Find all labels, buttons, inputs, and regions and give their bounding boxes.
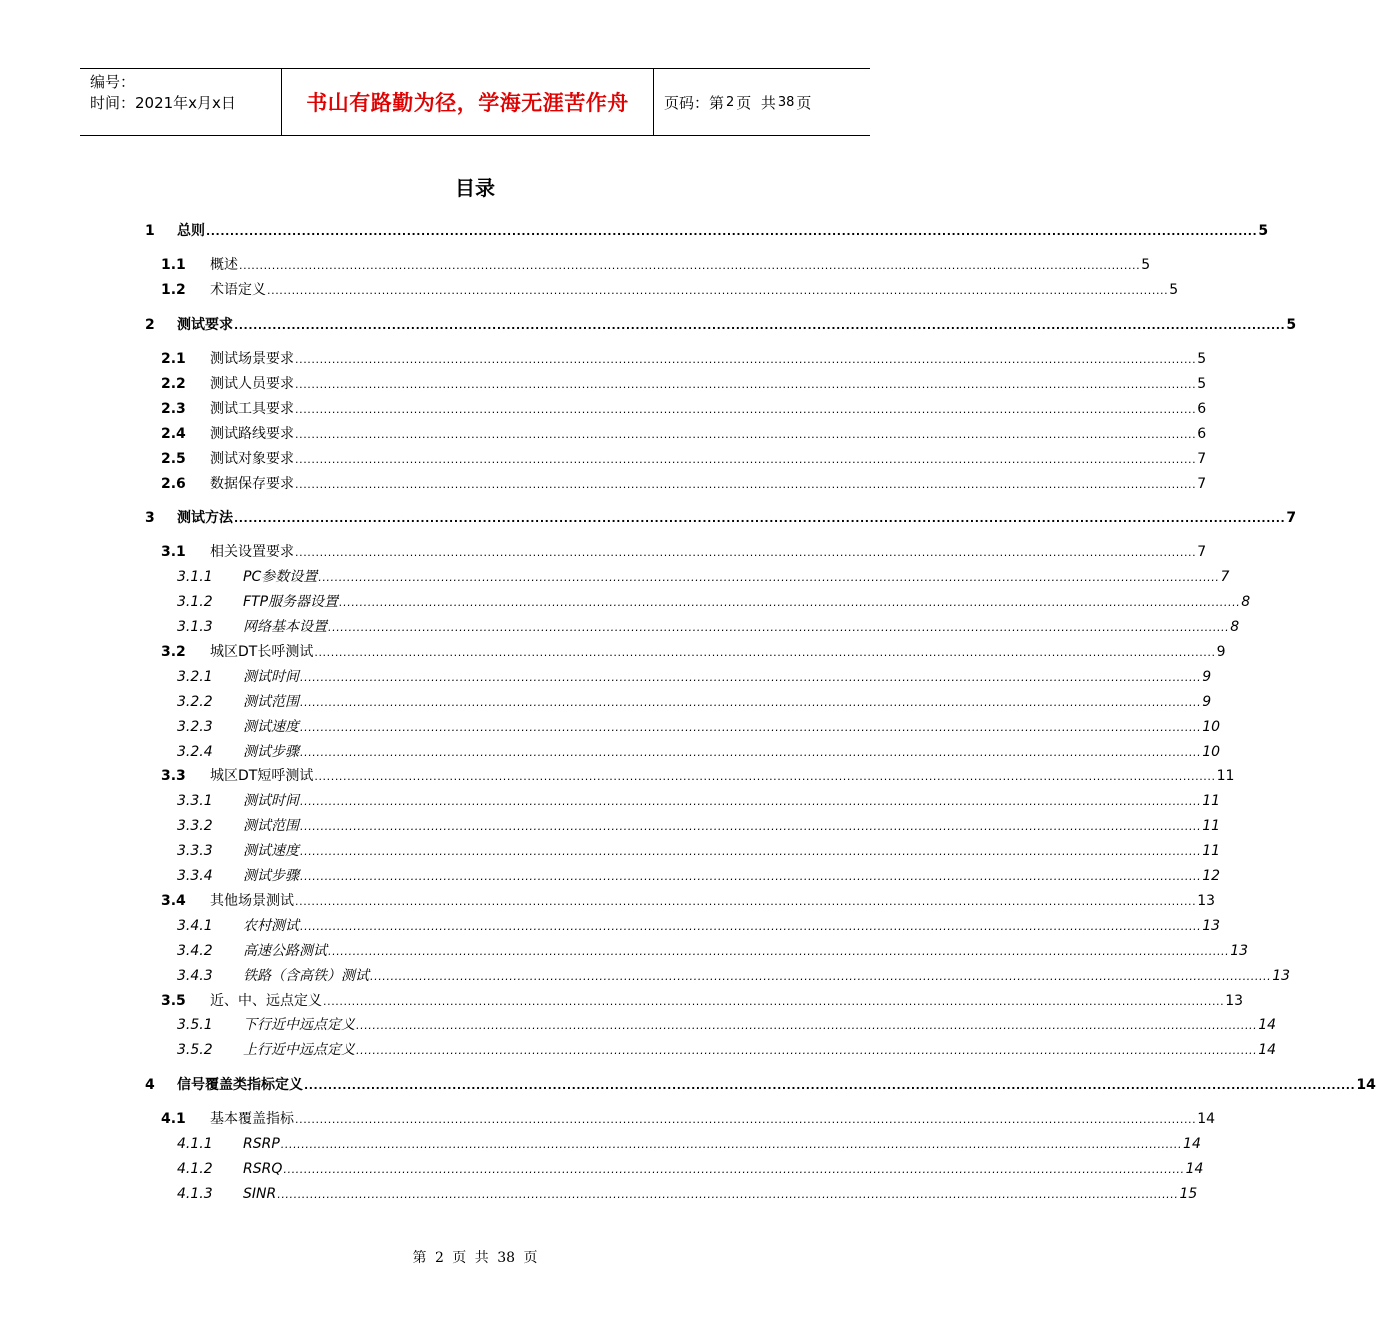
toc-entry-number: 3.3.1: [177, 793, 213, 809]
toc-entry-number: 3.4.3: [177, 968, 213, 984]
toc-entry-page: 11: [1202, 818, 1221, 834]
toc-entry-number: 3.4: [161, 893, 186, 909]
toc-entry-page: 14: [1197, 1111, 1216, 1127]
toc-dot-leader: ............................................................................................................................................................................................................................: [328, 945, 1230, 958]
toc-entry-number: 3.1.2: [177, 594, 213, 610]
toc-entry-page: 5: [1141, 257, 1151, 273]
toc-entry-title: 测试人员要求: [210, 376, 294, 392]
toc-entry[interactable]: [161, 1109, 1216, 1129]
toc-entry[interactable]: [161, 255, 1151, 275]
toc-entry-title: 高速公路测试: [243, 943, 327, 959]
toc-dot-leader: ............................................................................................................................................................................................................................: [356, 1044, 1258, 1057]
toc-entry-title: 测试时间: [243, 669, 299, 685]
toc-entry-title: 城区DT短呼测试: [210, 768, 314, 784]
toc-entry-number: 1.2: [161, 282, 186, 298]
toc-entry-title: PC参数设置: [243, 569, 318, 585]
toc-entry[interactable]: [177, 941, 1249, 961]
toc-dot-leader: ............................................................................................................................................................................................................................: [370, 970, 1272, 983]
toc-entry-page: 15: [1179, 1186, 1198, 1202]
toc-entry-number: 2.1: [161, 351, 186, 367]
toc-dot-leader: ............................................................................................................................................................................................................................: [300, 696, 1202, 709]
toc-entry-title: FTP服务器设置: [243, 594, 339, 610]
toc-entry-number: 4.1.1: [177, 1136, 213, 1152]
toc-dot-leader: ............................................................................................................................................................................................................................: [234, 319, 1286, 332]
toc-dot-leader: ............................................................................................................................................................................................................................: [206, 225, 1258, 238]
toc-entry-page: 11: [1216, 768, 1235, 784]
toc-entry[interactable]: [161, 766, 1235, 786]
toc-entry-title: 上行近中远点定义: [243, 1042, 355, 1058]
toc-entry-title: 测试时间: [243, 793, 299, 809]
toc-entry[interactable]: [177, 667, 1212, 687]
toc-entry[interactable]: [161, 399, 1207, 419]
toc-entry-title: 测试范围: [243, 694, 299, 710]
toc-entry[interactable]: [145, 508, 1297, 528]
toc-entry-page: 14: [1258, 1017, 1277, 1033]
page-header: [80, 68, 870, 136]
toc-entry-page: 9: [1202, 694, 1212, 710]
toc-dot-leader: ............................................................................................................................................................................................................................: [280, 1138, 1183, 1151]
toc-entry-page: 7: [1286, 510, 1297, 526]
toc-entry-title: 下行近中远点定义: [243, 1017, 355, 1033]
toc-entry-number: 4.1.2: [177, 1161, 213, 1177]
toc-dot-leader: ............................................................................................................................................................................................................................: [300, 671, 1202, 684]
toc-entry-title: RSRP: [243, 1136, 280, 1152]
toc-dot-leader: ............................................................................................................................................................................................................................: [300, 920, 1202, 933]
toc-entry-title: 铁路（含高铁）测试: [243, 968, 369, 984]
toc-dot-leader: ............................................................................................................................................................................................................................: [304, 1079, 1356, 1092]
toc-entry-page: 13: [1225, 993, 1244, 1009]
toc-dot-leader: ............................................................................................................................................................................................................................: [300, 870, 1202, 883]
toc-entry-title: 基本覆盖指标: [210, 1111, 294, 1127]
toc-entry-number: 3.5.1: [177, 1017, 213, 1033]
toc-entry-page: 5: [1258, 223, 1269, 239]
toc-entry-page: 14: [1258, 1042, 1277, 1058]
toc-entry-number: 3.3.4: [177, 868, 213, 884]
header-page-middle: 页 共: [736, 93, 776, 112]
toc-entry-title: 测试场景要求: [210, 351, 294, 367]
toc-dot-leader: ............................................................................................................................................................................................................................: [323, 995, 1225, 1008]
toc-entry-title: 测试步骤: [243, 744, 299, 760]
toc-dot-leader: ............................................................................................................................................................................................................................: [283, 1163, 1185, 1176]
toc-entry[interactable]: [177, 1134, 1201, 1154]
toc-entry[interactable]: [161, 474, 1207, 494]
toc-dot-leader: ............................................................................................................................................................................................................................: [295, 353, 1197, 366]
page-footer: 第 2 页 共 38 页: [412, 1250, 538, 1266]
toc-entry[interactable]: [177, 1040, 1277, 1060]
toc-entry[interactable]: [177, 791, 1221, 811]
toc-entry[interactable]: [177, 692, 1212, 712]
toc-dot-leader: ............................................................................................................................................................................................................................: [318, 571, 1220, 584]
toc-dot-leader: ............................................................................................................................................................................................................................: [300, 721, 1202, 734]
toc-entry-page: 14: [1183, 1136, 1201, 1152]
toc-entry-number: 3.4.2: [177, 943, 213, 959]
toc-entry-title: 农村测试: [243, 918, 299, 934]
toc-entry-number: 2.3: [161, 401, 186, 417]
toc-dot-leader: ............................................................................................................................................................................................................................: [328, 621, 1230, 634]
toc-dot-leader: ............................................................................................................................................................................................................................: [239, 259, 1141, 272]
toc-entry-title: SINR: [243, 1186, 277, 1202]
header-date-label: 时间：2021年x月x日: [90, 94, 236, 112]
toc-entry[interactable]: [177, 742, 1221, 762]
toc-entry-page: 13: [1272, 968, 1291, 984]
toc-entry-page: 9: [1202, 669, 1212, 685]
toc-entry[interactable]: [145, 1075, 1376, 1095]
toc-dot-leader: ............................................................................................................................................................................................................................: [295, 403, 1197, 416]
toc-dot-leader: ............................................................................................................................................................................................................................: [300, 795, 1202, 808]
toc-entry-page: 8: [1230, 619, 1240, 635]
toc-entry-page: 6: [1197, 426, 1207, 442]
toc-entry-title: 测试速度: [243, 843, 299, 859]
toc-entry-title: 概述: [210, 257, 238, 273]
toc-entry[interactable]: [177, 841, 1221, 861]
toc-entry-page: 14: [1185, 1161, 1204, 1177]
toc-entry-title: 数据保存要求: [210, 476, 294, 492]
toc-entry-number: 3.2.2: [177, 694, 213, 710]
toc-entry[interactable]: [161, 542, 1207, 562]
toc-entry[interactable]: [161, 642, 1226, 662]
toc-dot-leader: ............................................................................................................................................................................................................................: [295, 453, 1197, 466]
toc-entry-page: 5: [1197, 351, 1207, 367]
toc-entry-title: 测试要求: [177, 317, 233, 333]
toc-entry[interactable]: [177, 567, 1230, 587]
toc-dot-leader: ............................................................................................................................................................................................................................: [300, 820, 1202, 833]
header-motto-cell: [282, 69, 654, 135]
toc-entry[interactable]: [161, 374, 1207, 394]
toc-entry-number: 3.2.4: [177, 744, 213, 760]
toc-entry-title: 相关设置要求: [210, 544, 294, 560]
toc-dot-leader: ............................................................................................................................................................................................................................: [295, 478, 1197, 491]
toc-entry-page: 5: [1169, 282, 1179, 298]
toc-entry-title: 测试工具要求: [210, 401, 294, 417]
toc-dot-leader: ............................................................................................................................................................................................................................: [234, 512, 1286, 525]
toc-entry[interactable]: [161, 449, 1207, 469]
toc-entry-title: 城区DT长呼测试: [210, 644, 314, 660]
header-page-info: [654, 69, 870, 135]
toc-entry[interactable]: [161, 424, 1207, 444]
toc-entry-page: 13: [1202, 918, 1221, 934]
toc-entry-number: 3.1.1: [177, 569, 213, 585]
toc-entry-title: 网络基本设置: [243, 619, 327, 635]
header-page-prefix: 页码：第: [664, 93, 725, 112]
toc-entry-page: 13: [1197, 893, 1216, 909]
toc-entry-number: 3.3: [161, 768, 186, 784]
toc-entry-title: 术语定义: [210, 282, 266, 298]
toc-entry-title: 测试步骤: [243, 868, 299, 884]
toc-dot-leader: ............................................................................................................................................................................................................................: [295, 378, 1197, 391]
toc-entry-number: 3: [145, 510, 155, 526]
toc-entry-page: 7: [1220, 569, 1230, 585]
toc-entry-page: 7: [1197, 476, 1207, 492]
toc-entry-title: 测试范围: [243, 818, 299, 834]
toc-entry-page: 10: [1202, 719, 1221, 735]
toc-entry-number: 4: [145, 1077, 155, 1093]
toc-entry-page: 6: [1197, 401, 1207, 417]
toc-entry-title: RSRQ: [243, 1161, 283, 1177]
toc-dot-leader: ............................................................................................................................................................................................................................: [295, 895, 1197, 908]
header-motto: 书山有路勤为径，学海无涯苦作舟: [306, 90, 629, 115]
toc-entry[interactable]: [161, 280, 1179, 300]
header-page-total: 38: [777, 94, 795, 110]
toc-entry[interactable]: [145, 315, 1297, 335]
toc-entry-page: 7: [1197, 544, 1207, 560]
toc-dot-leader: ............................................................................................................................................................................................................................: [295, 546, 1197, 559]
toc-entry-number: 2: [145, 317, 155, 333]
toc-entry[interactable]: [177, 592, 1251, 612]
toc-entry-number: 3.2.3: [177, 719, 213, 735]
toc-entry-number: 2.4: [161, 426, 186, 442]
header-page-current: 2: [726, 94, 735, 110]
toc-entry-page: 11: [1202, 843, 1221, 859]
toc-entry[interactable]: [177, 966, 1291, 986]
toc-entry-number: 2.5: [161, 451, 186, 467]
toc-dot-leader: ............................................................................................................................................................................................................................: [314, 646, 1216, 659]
toc-entry-number: 3.3.3: [177, 843, 213, 859]
toc-entry[interactable]: [177, 717, 1221, 737]
toc-entry-page: 5: [1197, 376, 1207, 392]
toc-entry-number: 3.3.2: [177, 818, 213, 834]
toc-entry-number: 2.6: [161, 476, 186, 492]
toc-entry-page: 8: [1241, 594, 1251, 610]
toc-entry-number: 1.1: [161, 257, 186, 273]
toc-entry[interactable]: [161, 991, 1244, 1011]
toc-entry-number: 4.1: [161, 1111, 186, 1127]
header-page-suffix: 页: [796, 93, 812, 112]
toc-title: 目录: [455, 176, 495, 200]
toc-entry[interactable]: [177, 1184, 1198, 1204]
toc-entry[interactable]: [177, 1159, 1204, 1179]
toc-dot-leader: ............................................................................................................................................................................................................................: [277, 1188, 1179, 1201]
toc-entry-page: 7: [1197, 451, 1207, 467]
toc-dot-leader: ............................................................................................................................................................................................................................: [339, 596, 1241, 609]
toc-entry-number: 2.2: [161, 376, 186, 392]
toc-dot-leader: ............................................................................................................................................................................................................................: [300, 845, 1202, 858]
toc-entry-number: 1: [145, 223, 155, 239]
toc-entry-title: 总则: [177, 223, 205, 239]
toc-entry-title: 信号覆盖类指标定义: [177, 1077, 303, 1093]
toc-dot-leader: ............................................................................................................................................................................................................................: [295, 1113, 1197, 1126]
toc-dot-leader: ............................................................................................................................................................................................................................: [267, 284, 1169, 297]
toc-entry-page: 13: [1230, 943, 1249, 959]
toc-entry-page: 14: [1356, 1077, 1376, 1093]
toc-entry-number: 3.5.2: [177, 1042, 213, 1058]
toc-entry[interactable]: [177, 1015, 1277, 1035]
toc-entry-page: 11: [1202, 793, 1221, 809]
toc-entry-page: 10: [1202, 744, 1221, 760]
toc-entry-page: 12: [1202, 868, 1221, 884]
toc-entry[interactable]: [177, 866, 1221, 886]
toc-entry[interactable]: [177, 816, 1221, 836]
toc-entry-page: 5: [1286, 317, 1297, 333]
toc-entry-number: 3.5: [161, 993, 186, 1009]
toc-dot-leader: ............................................................................................................................................................................................................................: [314, 770, 1216, 783]
toc-entry-title: 测试速度: [243, 719, 299, 735]
toc-entry-number: 4.1.3: [177, 1186, 213, 1202]
toc-dot-leader: ............................................................................................................................................................................................................................: [356, 1019, 1258, 1032]
toc-entry-number: 3.2: [161, 644, 186, 660]
toc-entry-number: 3.1.3: [177, 619, 213, 635]
toc-entry-title: 测试方法: [177, 510, 233, 526]
toc-entry-title: 测试路线要求: [210, 426, 294, 442]
toc-dot-leader: ............................................................................................................................................................................................................................: [295, 428, 1197, 441]
toc-entry[interactable]: [177, 617, 1240, 637]
toc-entry-title: 测试对象要求: [210, 451, 294, 467]
toc-entry-number: 3.1: [161, 544, 186, 560]
toc-entry-number: 3.2.1: [177, 669, 213, 685]
toc-dot-leader: ............................................................................................................................................................................................................................: [300, 746, 1202, 759]
toc-entry-page: 9: [1216, 644, 1226, 660]
toc-entry[interactable]: [161, 891, 1216, 911]
header-number-label: 编号：: [90, 73, 136, 91]
toc-entry-title: 其他场景测试: [210, 893, 294, 909]
toc-entry-number: 3.4.1: [177, 918, 213, 934]
toc-entry-title: 近、中、远点定义: [210, 993, 322, 1009]
toc-entry[interactable]: [145, 221, 1269, 241]
toc-entry[interactable]: [177, 916, 1221, 936]
toc-entry[interactable]: [161, 349, 1207, 369]
header-meta: [80, 69, 282, 135]
